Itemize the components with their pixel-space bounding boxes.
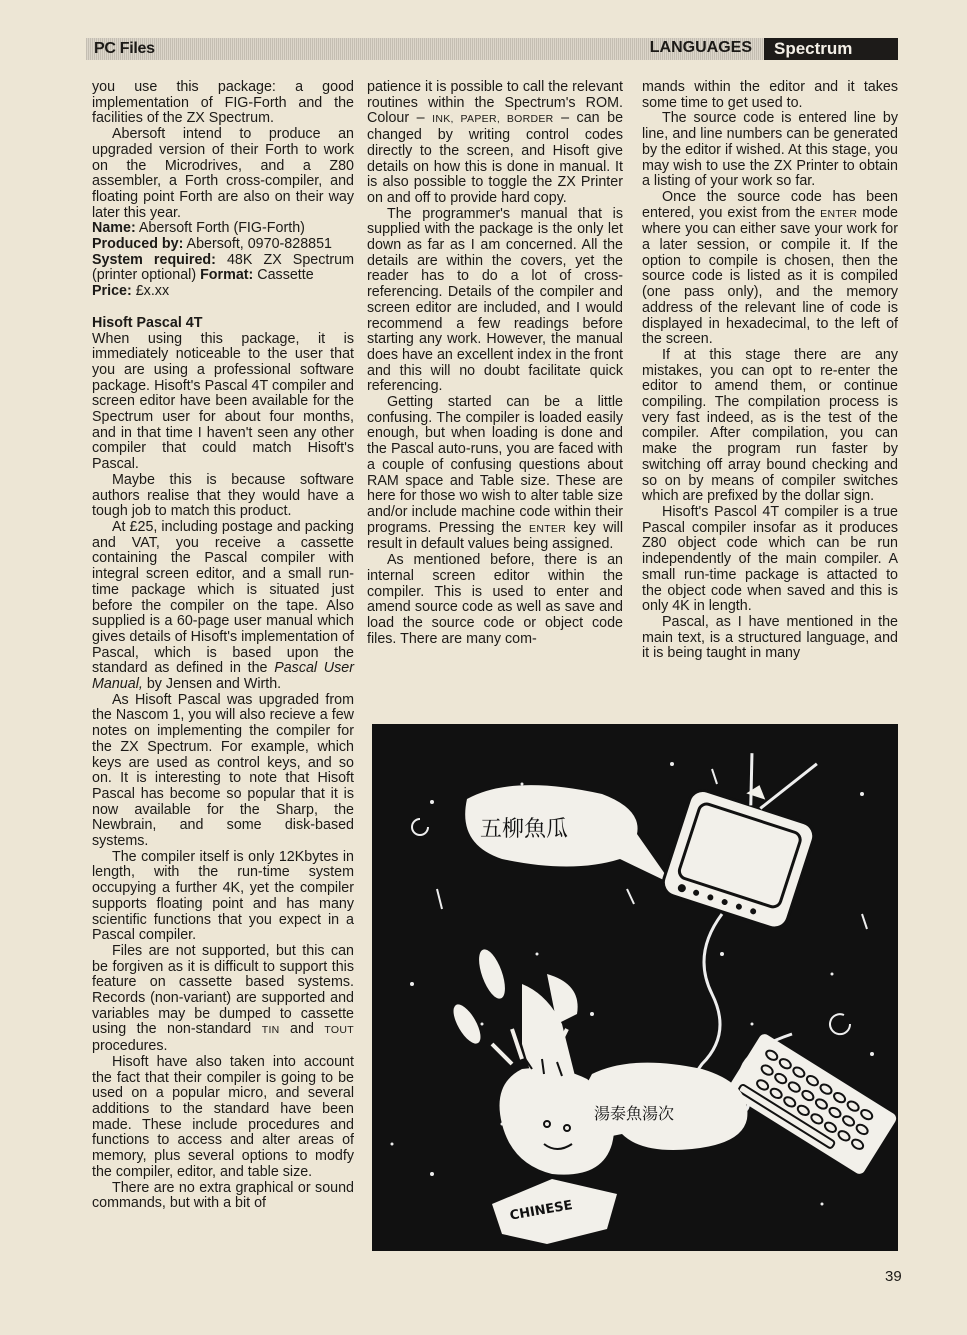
spec-system — [92, 253, 354, 284]
spec-value: £x.xx — [131, 283, 170, 300]
text-run: by Jensen and Wirth. — [142, 676, 282, 693]
page-header — [86, 38, 898, 60]
text-run: patience it is possible to call the relevant routines within the Spectrum's ROM. Colour – — [367, 79, 623, 127]
book-label: CHINESE — [508, 1197, 574, 1224]
paragraph: As Hisoft Pascal was upgraded from the Nascom 1, you will also recieve a few notes on implementing the compiler for the ZX Spectrum. For example, which keys are used as control keys, and so on. It is interesting to note that Hisoft Pascal has become so popular that it is now available for the Sharp, the Newbrain, and some disk-based systems. — [92, 691, 354, 850]
bubble-text-bottom: 湯泰魚湯次 — [594, 1104, 675, 1123]
section-title: PC Files — [94, 40, 155, 57]
paragraph — [642, 190, 898, 348]
spec-label: Format: — [200, 267, 254, 284]
keyword: TIN — [261, 1024, 280, 1037]
illustration-art — [372, 724, 898, 1251]
illustration — [372, 724, 898, 1251]
paragraph: When using this package, it is immediately noticeable to the user that you are using a professional software package. Hisoft's Pascal 4T compiler and screen editor have been available for the Spectrum user for about four months, and in that time I haven't seen any other compiler that could match Hisoft's Pascal. — [92, 330, 354, 473]
spec-value: Abersoft, 0970-828851 — [183, 236, 333, 253]
paragraph: If at this stage there are any mistakes, you can opt to re-enter the editor to amend them, or continue compiling. The compilation process is very fast indeed, as is the test of the compiler. After compilation, you can make the program run faster by switching off array bound checking and so on by means of compiler switches which are prefixed by the dollar sign. — [642, 346, 898, 505]
text-run: and — [279, 1021, 325, 1038]
book-title: Pascal User Manual, — [92, 660, 354, 693]
paragraph: Pascal, as I have mentioned in the main text, is a structured language, and it is being taught in many — [642, 613, 898, 662]
text-run: At £25, including postage and packing and VAT, you receive a cassette containing the Pascal compiler with integral screen editor, and a small run-time package which is situated just before the compiler on the tape. Also supplied is a 60-page user manual which gives details of Hisoft's implementation of Pascal, which is based upon the standard as defined in the — [92, 518, 354, 677]
paragraph: The source code is entered line by line, and line numbers can be generated by the editor if wished. At this stage, you may wish to use the ZX Printer to obtain a listing of your work so far. — [642, 110, 898, 190]
category-label: LANGUAGES — [649, 39, 752, 56]
spec-value: 48K ZX Spectrum (printer optional) — [92, 251, 354, 284]
column-1 — [92, 80, 354, 1212]
paragraph: mands within the editor and it takes some time to get used to. — [642, 79, 898, 111]
text-run: Getting started can be a little confusing. The compiler is loaded easily enough, but when loading is done and the Pascal auto-runs, you are faced with a couple of confusing questions about RAM space and Table size. These are here for those wo wish to alter table size and/or include machine code within their programs. Pressing the — [367, 394, 623, 536]
spec-label: Name: — [92, 220, 136, 237]
paragraph: There are no extra graphical or sound commands, but with a bit of — [92, 1179, 354, 1212]
spec-producer — [92, 237, 354, 253]
text-run: Once the source code has been entered, you exist from the — [642, 188, 898, 221]
paragraph: Hisoft have also taken into account the fact that their compiler is going to be used on a popular micro, and several additions to the standard have been made. These include procedures and functions to access and alter areas of memory, plus several options to modfy the compiler, editor, and table size. — [92, 1053, 354, 1180]
text-run: procedures. — [92, 1038, 168, 1055]
paragraph: The compiler itself is only 12Kbytes in length, with the run-time system occupying a further 4K, yet the compiler supports floating point and has many scientific functions that you expect in a Pascal compiler. — [92, 848, 354, 944]
paragraph — [367, 80, 623, 207]
paragraph — [92, 944, 354, 1055]
column-2 — [367, 80, 623, 647]
spec-price — [92, 284, 354, 300]
keyword: TOUT — [324, 1024, 354, 1037]
keyword: ENTER — [529, 522, 567, 535]
spec-value: Cassette — [253, 267, 314, 284]
text-run: Files are not supported, but this can be forgiven as it is difficult to support this feature on cassette based systems. Records (non-variant) are supported and variables may be dumped to cassette using the non-standard — [92, 942, 354, 1038]
spec-label: System required: — [92, 251, 216, 268]
keyword: ENTER — [820, 207, 858, 220]
paragraph: As mentioned before, there is an internal screen editor within the compiler. This is used to enter and amend source code as well as save and load the source code or object code files. There are many com- — [367, 552, 623, 647]
paragraph: Abersoft intend to produce an upgraded version of their Forth to work on the Microdrives, and a Z80 assembler, a Forth cross-compiler, and floating point Forth are also on their way later this year. — [92, 126, 354, 221]
paragraph: Maybe this is because software authors realise that they would have a tough job to match this product. — [92, 471, 354, 520]
spec-value: Abersoft Forth (FIG-Forth) — [135, 220, 305, 237]
text-run: mode where you can either save your work for a later session, or compile it. If the option to compile is chosen, then the source code is listed as it is compiled (one pass only), and the memory address of the relevant line of code is displayed in hexadecimal, to the left of the screen. — [642, 204, 898, 348]
spec-name — [92, 221, 354, 237]
spec-label: Price: — [92, 283, 132, 300]
bubble-text-top: 五柳魚瓜 — [480, 817, 569, 842]
spec-label: Produced by: — [92, 236, 184, 253]
subheading: Hisoft Pascal 4T — [92, 314, 203, 331]
column-3 — [642, 80, 898, 662]
machine-label: Spectrum — [764, 38, 898, 60]
paragraph: The programmer's manual that is supplied with the package is the only let down as far as I am concerned. All the details are within the covers, yet the reader has to do a lot of cross-referencing. Details of the compiler and screen editor are included, and I would recommend a few readings before starting any work. However, the manual does have an excellent index in the front and this will no doubt facilitate quick referencing. — [367, 205, 623, 395]
paragraph — [92, 520, 354, 693]
text-run: key will result in default values being assigned. — [367, 519, 624, 553]
keyword: INK, PAPER, BORDER — [432, 113, 554, 126]
paragraph — [367, 395, 623, 553]
paragraph: Hisoft's Pascol 4T compiler is a true Pascal compiler insofar as it produces Z80 object code which can be run independently of the main compiler. A small run-time package is attacted to the object code when saved and this is only 4K in length. — [642, 503, 898, 615]
text-run: – can be changed by writing control codes directly to the screen, and Hisoft give details on how this is done in manual. It is also possible to toggle the ZX Printer on and off to provide hard copy. — [367, 110, 624, 206]
paragraph: you use this package: a good implementation of FIG-Forth and the facilities of the ZX Spectrum. — [92, 79, 354, 127]
page-number: 39 — [885, 1268, 902, 1285]
